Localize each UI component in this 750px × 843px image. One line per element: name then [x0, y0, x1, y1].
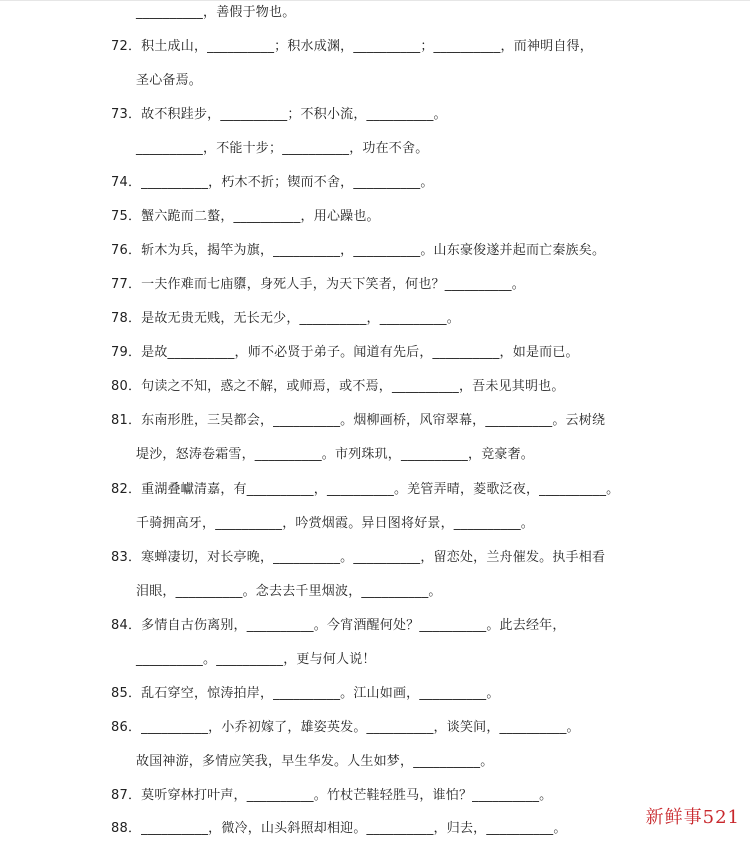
- question-83: 83．寒蝉凄切，对长亭晚，__________。__________，留恋处，兰舟催发。执手相看: [111, 550, 606, 565]
- question-84-cont: __________。__________，更与何人说！: [136, 652, 376, 667]
- question-73: 73．故不积跬步，__________；不积小流，__________。: [111, 107, 447, 122]
- question-73-cont: __________，不能十步；__________，功在不舍。: [136, 141, 429, 156]
- top-divider: [0, 0, 750, 1]
- question-88: 88．__________，微冷，山头斜照却相迎。__________，归去，__________。: [111, 821, 567, 836]
- question-83-cont: 泪眼，__________。念去去千里烟波，__________。: [136, 584, 442, 599]
- question-81: 81．东南形胜，三吴都会，__________。烟柳画桥，风帘翠幕，__________。云树绕: [111, 413, 606, 428]
- question-82: 82．重湖叠巘清嘉，有__________，__________。羌管弄晴，菱歌泛夜，__________。: [111, 482, 620, 497]
- question-86: 86．__________，小乔初嫁了，雄姿英发。__________，谈笑间，__________。: [111, 720, 580, 735]
- question-80: 80．句读之不知，惑之不解，或师焉，或不焉，__________，吾未见其明也。: [111, 379, 565, 394]
- question-87: 87．莫听穿林打叶声，__________。竹杖芒鞋轻胜马，谁怕？__________。: [111, 788, 553, 803]
- question-76: 76．斩木为兵，揭竿为旗，__________，__________。山东豪俊遂并起而亡秦族矣。: [111, 243, 606, 258]
- question-85: 85．乱石穿空，惊涛拍岸，__________。江山如画，__________。: [111, 686, 500, 701]
- question-72: 72．积土成山，__________；积水成渊，__________；__________，而神明自得，: [111, 39, 593, 54]
- question-86-cont: 故国神游，多情应笑我，早生华发。人生如梦，__________。: [136, 754, 494, 769]
- question-81-cont: 堤沙，怒涛卷霜雪，__________。市列珠玑，__________，竞豪奢。: [136, 447, 535, 462]
- question-74: 74．__________，朽木不折；锲而不舍，__________。: [111, 175, 434, 190]
- question-75: 75．蟹六跪而二螯，__________，用心躁也。: [111, 209, 380, 224]
- line-71-tail: __________，善假于物也。: [136, 5, 296, 20]
- question-78: 78．是故无贵无贱，无长无少，__________，__________。: [111, 311, 460, 326]
- question-72-cont: 圣心备焉。: [136, 73, 203, 88]
- question-84: 84．多情自古伤离别，__________。今宵酒醒何处？__________。此去经年，: [111, 618, 566, 633]
- watermark: 新鲜事521: [645, 807, 740, 828]
- question-79: 79．是故__________，师不必贤于弟子。闻道有先后，__________，如是而已。: [111, 345, 579, 360]
- question-82-cont: 千骑拥高牙，__________，吟赏烟霞。异日图将好景，__________。: [136, 516, 535, 531]
- question-77: 77．一夫作难而七庙隳，身死人手，为天下笑者，何也？__________。: [111, 277, 525, 292]
